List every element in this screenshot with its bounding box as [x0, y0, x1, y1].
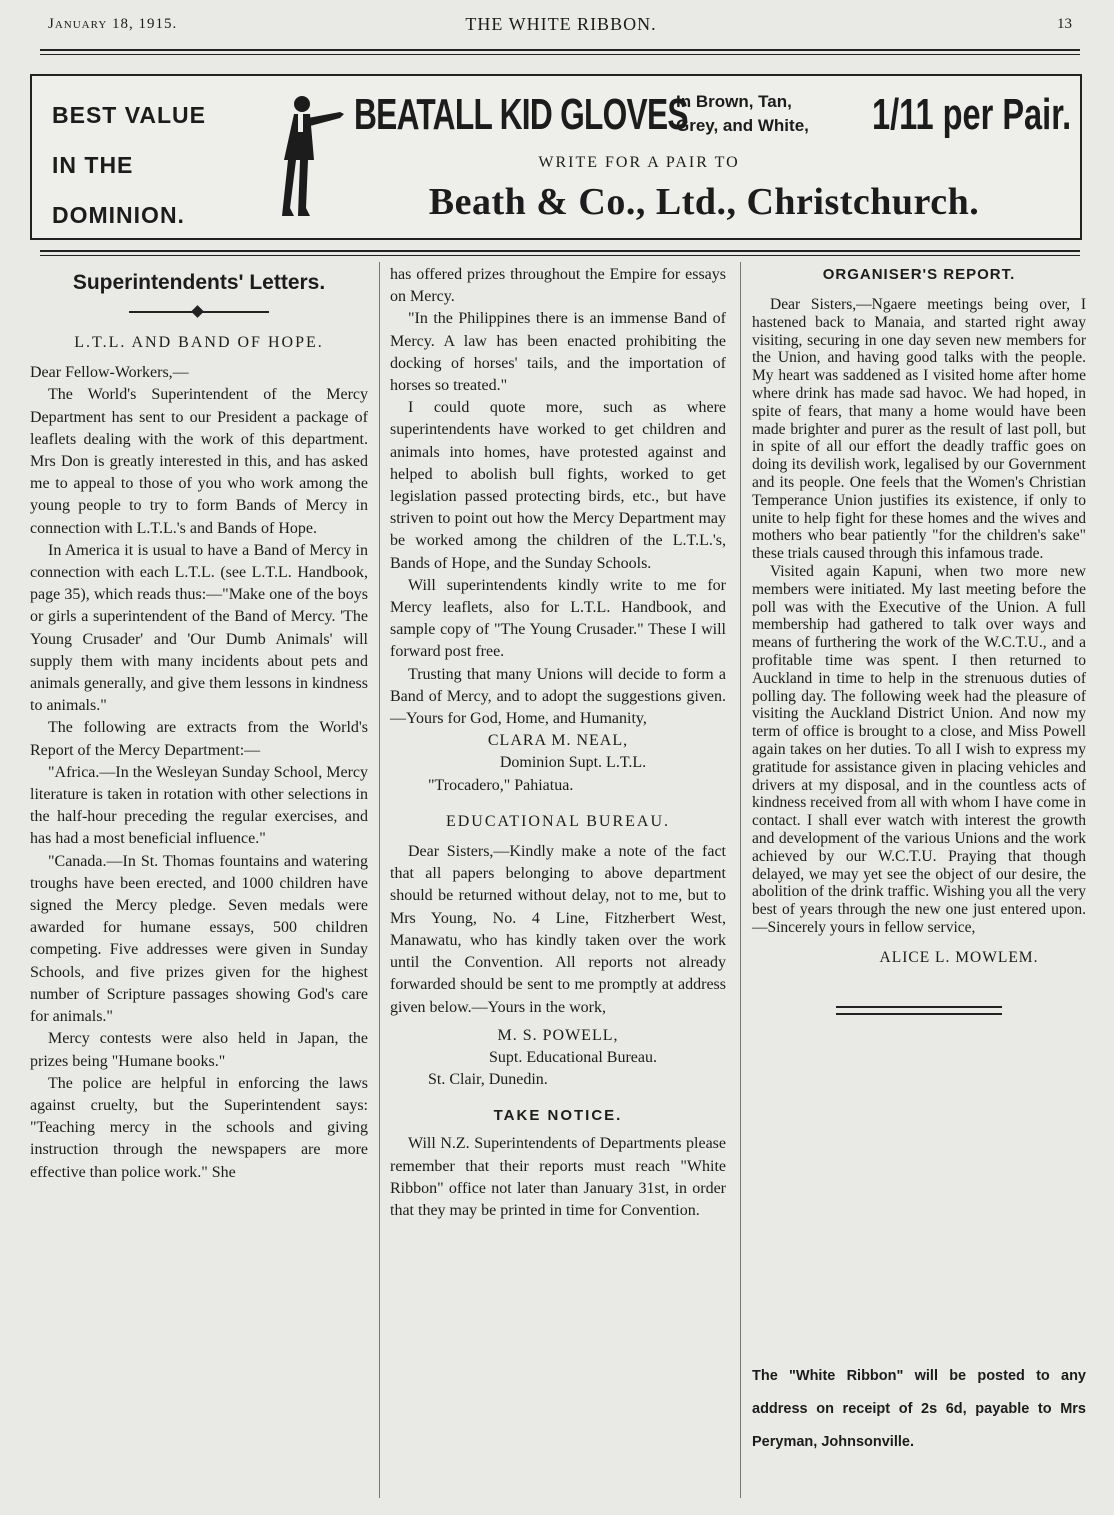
advert-colours [676, 90, 856, 138]
advert-rule-bottom [40, 255, 1080, 256]
signature-address: "Trocadero," Pahiatua. [428, 776, 574, 794]
masthead-rule-bottom [40, 54, 1080, 55]
advert-product: BEATALL KID GLOVES [354, 90, 688, 139]
subscription-notice: The "White Ribbon" will be posted to any address on receipt of 2s 6d, payable to Mrs Peryman, Johnsonville. [752, 1368, 1086, 1450]
pointing-man-illustration [280, 90, 350, 220]
paragraph: The police are helpful in enforcing the laws against cruelty, but the Superintendent says: "Teaching mercy in the schools and giving instruction through the newspapers are more effective than police work." She [30, 1074, 368, 1181]
advert-colours-line: Grey, and White, [676, 116, 809, 135]
paragraph: "Canada.—In St. Thomas fountains and watering troughs have been erected, and 1000 children have signed the Mercy pledge. Seven medals were awarded for humane essays, 500 children competing. Five addresses were given in Sunday Schools, and five prizes given for the highest number of Scripture passages showing God's care for animals." [30, 852, 368, 1026]
page-number: 13 [1057, 16, 1072, 32]
newspaper-title: THE WHITE RIBBON. [465, 14, 657, 34]
signature-title: Dominion Supt. L.T.L. [499, 754, 647, 772]
signature-name: ALICE L. MOWLEM. [879, 948, 1039, 966]
paragraph: In America it is usual to have a Band of Mercy in connection with each L.T.L. (see L.T.L. Handbook, page 35), which reads thus:—"Make one of the boys or girls a superintendent of the Band of Mercy. 'The Young Crusader' and 'Our Dumb Animals' will supply them with many incidents about pets and animals generally, and give them lessons in kindness to animals." [30, 541, 368, 715]
advert-firm: Beath & Co., Ltd., Christchurch. [428, 181, 980, 223]
paragraph: The following are extracts from the World's Report of the Mercy Department:— [30, 719, 368, 759]
paragraph: Will superintendents kindly write to me for Mercy leaflets, also for L.T.L. Handbook, and sample copy of "The Young Crusader." These I will forward post free. [390, 576, 726, 661]
advert-slogan-line: IN THE [52, 152, 134, 178]
column-continued [390, 264, 726, 1222]
subsection-heading: EDUCATIONAL BUREAU. [445, 812, 671, 830]
advert-write-line: WRITE FOR A PAIR TO [538, 154, 740, 171]
paragraph: Mercy contests were also held in Japan, the prizes being "Humane books." [30, 1030, 368, 1070]
divider-rule [836, 1006, 1002, 1015]
paragraph: Trusting that many Unions will decide to form a Band of Mercy, and to adopt the suggestions given.—Yours for God, Home, and Humanity, [390, 665, 726, 728]
paragraph: Will N.Z. Superintendents of Departments please remember that their reports must reach "White Ribbon" office not later than January 31st, in order that they may be printed in time for Convention. [390, 1135, 726, 1219]
masthead-rule-top [40, 49, 1080, 51]
advert-slogan-line: DOMINION. [52, 202, 185, 228]
salutation: Dear Fellow-Workers,— [30, 364, 189, 382]
paragraph: Dear Sisters,—Kindly make a note of the fact that all papers belonging to above department should be returned without delay, not to me, but to Mrs Young, No. 4 Line, Fitzherbert West, Manawatu, who has kindly taken over the work until the Convention. All reports not already forwarded should be sent to me promptly at address given below.—Yours in the work, [390, 843, 726, 1016]
masthead [48, 14, 1074, 42]
column-superintendents-letters [30, 264, 368, 1184]
advert-price: 1/11 per Pair. [872, 90, 1072, 139]
signature-name: CLARA M. NEAL, [487, 732, 629, 750]
paragraph: "Africa.—In the Wesleyan Sunday School, Mercy literature is taken in rotation with other selections in the half-hour preceding the regular exercises, and has had a most beneficial influence." [30, 763, 368, 848]
column-organisers-report [752, 264, 1086, 1055]
paragraph: has offered prizes throughout the Empire for essays on Mercy. [390, 266, 726, 306]
advert-colours-line: In Brown, Tan, [676, 92, 792, 111]
advert-rule-top [40, 250, 1080, 252]
paragraph: I could quote more, such as where superintendents have worked to get children and animals into homes, have protested against and helped to abolish bull fights, worked to get legislation passed protecting birds, etc., but have striven to point out how the Mercy Department may be worked among the children of the L.T.L.'s, Bands of Hope, and the Sunday Schools. [390, 399, 726, 572]
signature-address: St. Clair, Dunedin. [428, 1071, 548, 1089]
subsection-heading: L.T.L. AND BAND OF HOPE. [74, 334, 324, 351]
paragraph: "In the Philippines there is an immense Band of Mercy. A law has been enacted prohibiting the docking of horses' tails, and the importation of horses so treated." [390, 310, 726, 395]
issue-date: January 18, 1915. [48, 16, 178, 32]
paragraph: Dear Sisters,—Ngaere meetings being over, I hastened back to Manaia, and started right away visiting, securing in one day seven new members for the Union, and having good talks with the people. My heart was saddened as I visited home after home where drink has made sad havoc. We had hoped, in spite of fears, that many a home would have been made brighter and purer as the result of last poll, but in spite of all our effort the deadly traffic goes on doing its devilish work, legalised by our Government and its people. One feels that the Women's Christian Temperance Union justifies its existence, if only to unite to help fight for these homes and the wives and mothers who bear patiently "for the children's sake" these trials caused through this infamous trade. [752, 296, 1086, 563]
heading-ornament [129, 306, 269, 318]
column-divider [740, 262, 741, 1498]
column-divider [379, 262, 380, 1498]
advertisement-box [30, 74, 1082, 240]
signature-title: Supt. Educational Bureau. [489, 1048, 657, 1066]
paragraph: The World's Superintendent of the Mercy Department has sent to our President a package of leaflets dealing with the work of this department. Mrs Don is greatly interested in this, and has asked me to appeal to those of you who work among the young people to try to form Bands of Mercy in connection with L.T.L.'s and Bands of Hope. [30, 386, 368, 537]
notice-heading: TAKE NOTICE. [493, 1107, 623, 1125]
advert-slogan [52, 90, 262, 240]
section-heading: ORGANISER'S REPORT. [822, 266, 1016, 283]
signature-name: M. S. POWELL, [497, 1026, 619, 1044]
paragraph: Visited again Kapuni, when two more new members were initiated. My last meeting before the poll was with the Executive of the Union. A full membership had gathered to talk over ways and means of furthering the work of the W.C.T.U., and a profitable time was spent. I then returned to Auckland in time to help in the strenuous duties of polling day. The following week had the pleasure of visiting the Auckland District Union. And now my term of office is brought to a close, and Miss Powell again takes on her duties. To all I wish to express my gratitude for assistance given in placing vehicles and drivers at my disposal, and in the countless acts of kindness received from all with whom I have come in contact. I shall ever watch with interest the growth and development of the various Unions and the work achieved by our W.C.T.U. Praying that though delayed, we may yet see the object of our desire, the abolition of the drink traffic. Wishing you all the very best of years through the new one just entered upon.—Sincerely yours in fellow service, [752, 562, 1086, 936]
section-heading: Superintendents' Letters. [72, 271, 326, 294]
advert-slogan-line: BEST VALUE [52, 102, 206, 128]
